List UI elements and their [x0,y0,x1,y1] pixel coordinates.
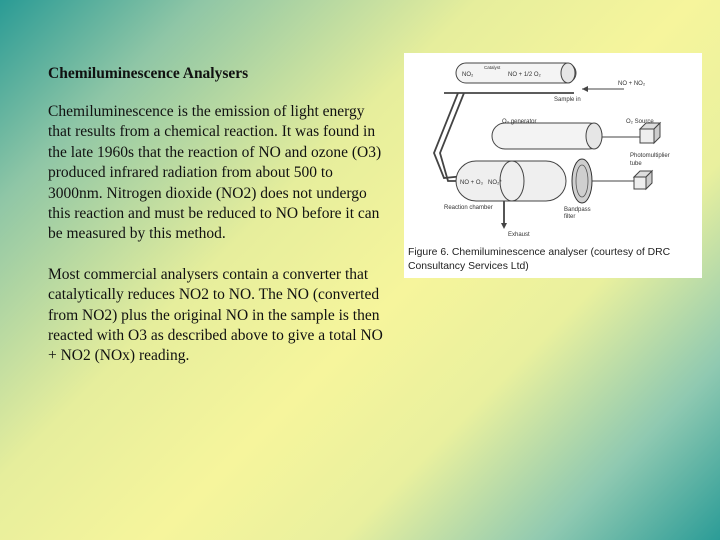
label-reaction-chamber: Reaction chamber [444,205,493,211]
photomultiplier-box [634,171,652,189]
converter-tube [456,63,576,83]
label-inlet: NO + NO₂ [618,81,646,87]
label-no2-star: NO₂* [488,180,502,186]
exhaust-arrow [501,223,507,229]
label-bandpass: Bandpass [564,207,591,213]
label-tube: tube [630,161,642,167]
label-catalyst: Catalyst [484,65,501,70]
slide-text-block [48,64,383,387]
reaction-chamber [456,161,566,201]
paragraph-chemiluminescence-intro: Chemiluminescence is the emission of light energy that results from a chemical reaction. It was found in the late 1960s that the reaction of NO and ozone (O3) produced infrared radiation from about 500 to 3000nm. Nitrogen dioxide (NO2) does not undergo this reaction and must be reduced to NO before it can be measured by this method. [48,103,382,243]
figure-caption: Figure 6. Chemiluminescence analyser (courtesy of DRC Consultancy Services Ltd) [408,247,671,272]
label-no2-in: NO₂ [462,72,474,78]
label-photomultiplier: Photomultiplier [630,153,670,159]
paragraph-converter-description: Most commercial analysers contain a converter that catalytically reduces NO2 to NO. The NO (converted from NO2) plus the original NO in the sample is then reacted with O3 as described above to give a total NO + NO2 (NOx) reading. [48,265,383,365]
label-o2-source: O₂ Source [626,119,654,125]
label-filter: filter [564,214,576,220]
o2-source-box [640,123,660,143]
analyser-diagram [404,53,702,245]
inlet-arrow [582,86,588,92]
label-o3-generator: O₃ generator [502,119,537,125]
bandpass-filter [572,159,592,203]
label-reaction: NO + O₃ [460,180,483,186]
label-sample-in: Sample in [554,97,581,103]
slide-title: Chemiluminescence Analysers [48,65,249,82]
figure-analyser-diagram [404,53,702,278]
o3-generator [492,119,602,149]
label-converter-out: NO + 1/2 O₂ [508,72,541,78]
label-exhaust: Exhaust [508,232,530,238]
